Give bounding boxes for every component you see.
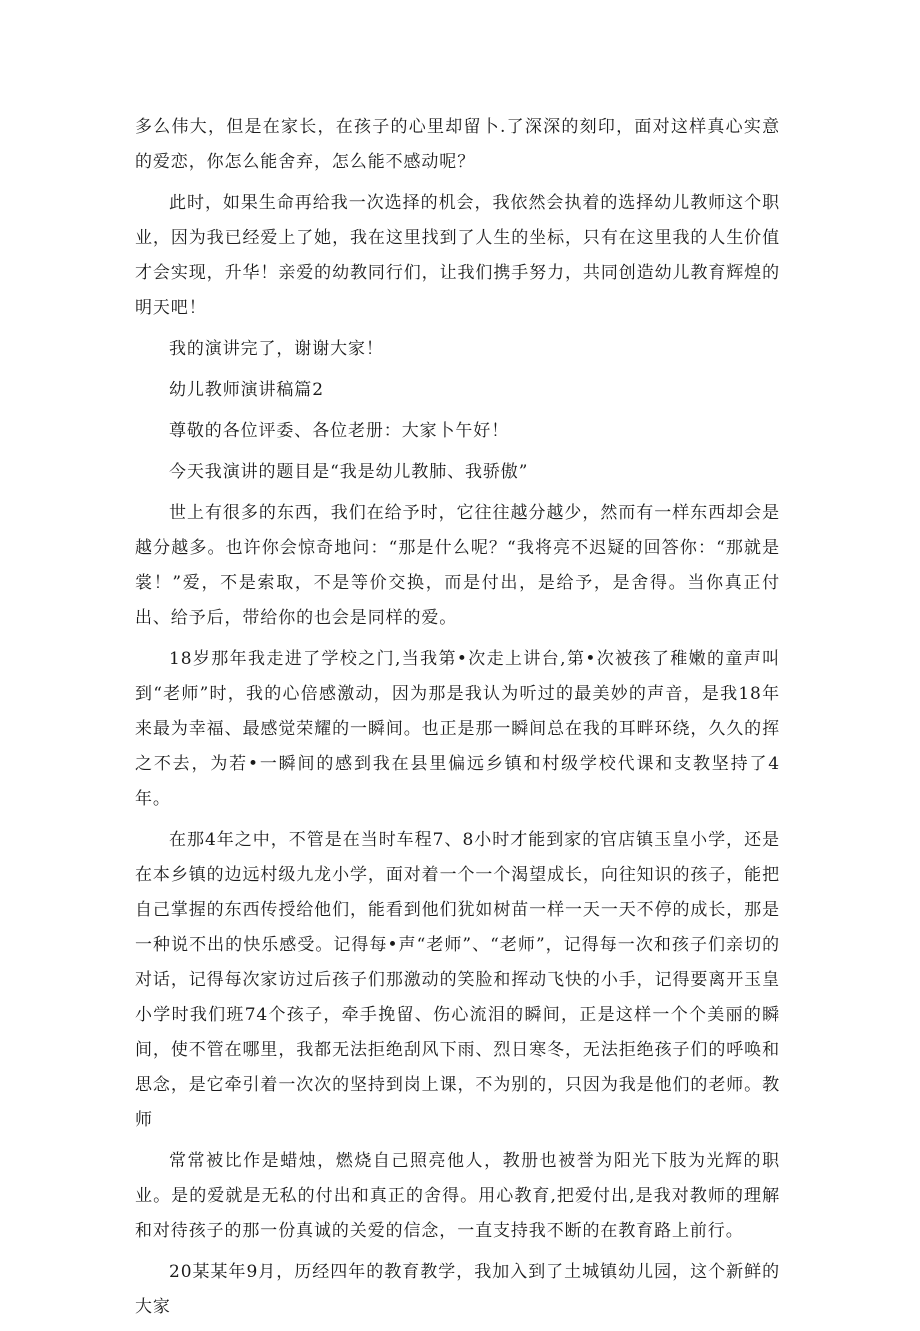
document-body: [135, 110, 780, 1331]
paragraph: 18岁那年我走进了学校之门,当我第•次走上讲台,第•次被孩了稚嫩的童声叫到“老师”时，我的心倍感激动，因为那是我认为听过的最美妙的声音，是我18年来最为幸福、最感觉荣耀的一瞬间。也正是那一瞬间总在我的耳畔环绕，久久的挥之不去，为若•一瞬间的感到我在县里偏远乡镇和村级学校代课和支教坚持了4年。: [135, 649, 780, 809]
section-heading: 幼儿教师演讲稿篇2: [169, 380, 324, 400]
paragraph-topic: 今天我演讲的题目是“我是幼儿教肺、我骄傲”: [169, 462, 529, 482]
paragraph: 世上有很多的东西，我们在给予时，它往往越分越少，然而有一样东西却会是越分越多。也许你会惊奇地问：“那是什么呢？“我将亮不迟疑的回答你：“那就是裳！”爱，不是索取，不是等价交换，而是付出，是给予，是舍得。当你真正付出、给予后，带给你的也会是同样的爱。: [135, 503, 780, 628]
paragraph-continuation: 多么伟大，但是在家长，在孩子的心里却留卜.了深深的刻印，面对这样真心实意的爱恋，你怎么能舍弃，怎么能不感动呢？: [135, 117, 780, 172]
paragraph: 常常被比作是蜡烛，燃烧自己照亮他人，教册也被誉为阳光下肢为光辉的职业。是的爱就是无私的付出和真正的舍得。用心教育,把爱付出,是我对教师的理解和对待孩子的那一份真诚的关爱的信念，一直支持我不断的在教育路上前行。: [135, 1151, 780, 1241]
paragraph-closing: 我的演讲完了，谢谢大家！: [169, 339, 384, 359]
paragraph: 此时，如果生命再给我一次选择的机会，我依然会执着的选择幼儿教师这个职业，因为我已经爱上了她，我在这里找到了人生的坐标，只有在这里我的人生价值才会实现，升华！亲爱的幼教同行们，让我们携手努力，共同创造幼儿教育辉煌的明天吧！: [135, 193, 780, 318]
paragraph-greeting: 尊敬的各位评委、各位老册：大家卜午好！: [169, 421, 510, 441]
paragraph: 20某某年9月，历经四年的教育教学，我加入到了土城镇幼儿园，这个新鲜的大家: [135, 1262, 780, 1317]
paragraph: 在那4年之中，不管是在当时车程7、8小时才能到家的官店镇玉皇小学，还是在本乡镇的边远村级九龙小学，面对着一个一个渴望成长，向往知识的孩子，能把自己掌握的东西传授给他们，能看到他们犹如树苗一样一天一天不停的成长，那是一种说不出的快乐感受。记得每•声“老师”、“老师”，记得每一次和孩子们亲切的对话，记得每次家访过后孩子们那激动的笑脸和挥动飞快的小手，记得要离开玉皇小学时我们班74个孩子，牵手挽留、伤心流泪的瞬间，正是这样一个个美丽的瞬间，使不管在哪里，我都无法拒绝刮风下雨、烈日寒冬，无法拒绝孩子们的呼唤和思念，是它牵引着一次次的坚持到岗上课，不为别的，只因为我是他们的老师。教师: [135, 830, 780, 1130]
